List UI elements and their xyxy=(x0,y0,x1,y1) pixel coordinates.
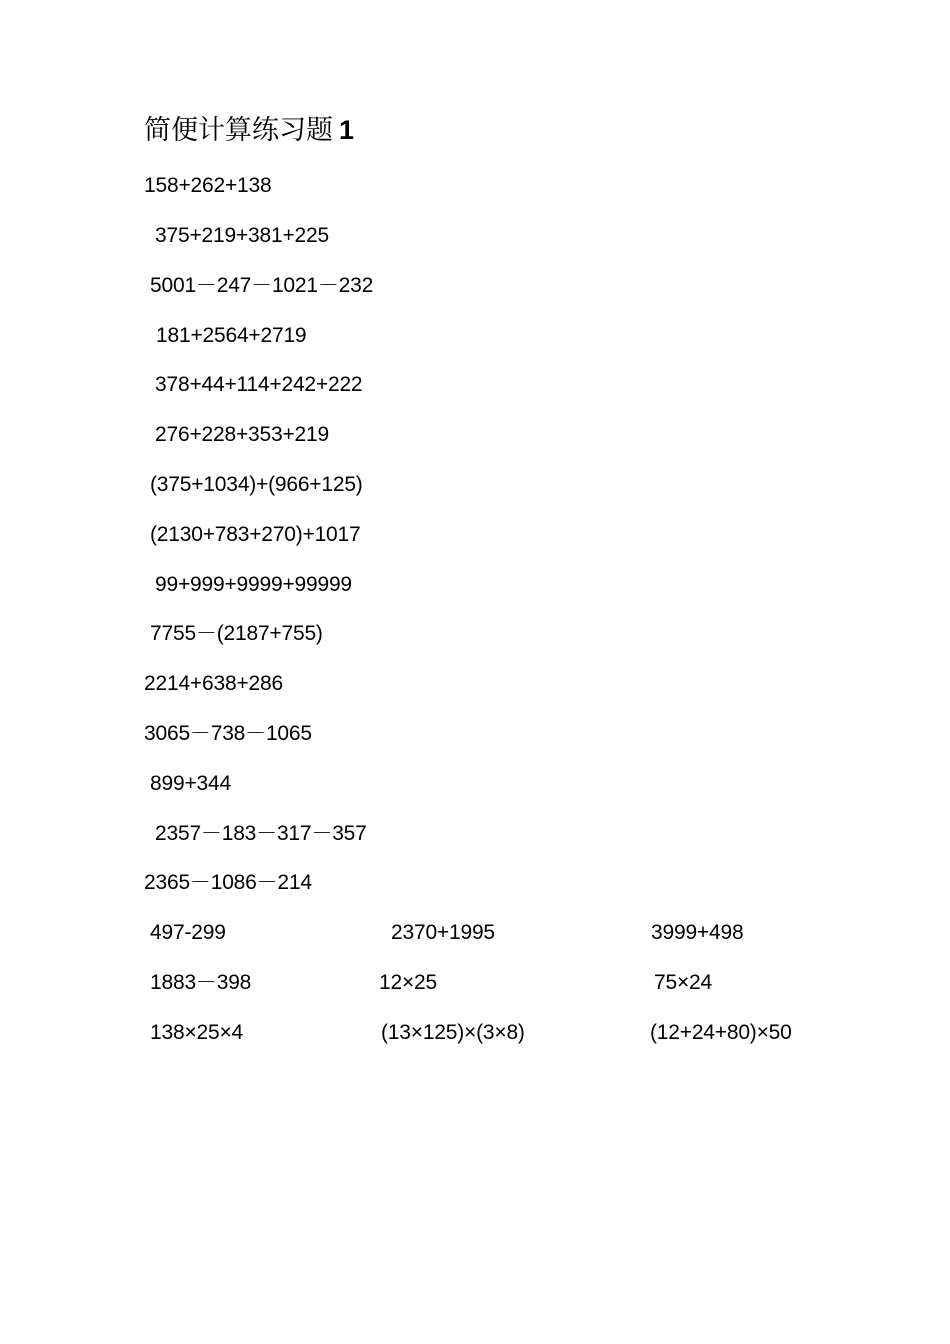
grid-r1-c2: 2370+1995 xyxy=(391,921,495,944)
problem-4: 181+2564+2719 xyxy=(156,324,307,347)
problem-11: 2214+638+286 xyxy=(144,672,283,695)
problem-6: 276+228+353+219 xyxy=(155,423,329,446)
problem-1: 158+262+138 xyxy=(144,174,272,197)
problem-14: 2357－183－317－357 xyxy=(155,822,367,845)
grid-r1-c1: 497-299 xyxy=(150,921,226,944)
problem-5: 378+44+114+242+222 xyxy=(155,373,363,396)
problem-8: (2130+783+270)+1017 xyxy=(150,523,361,546)
grid-r3-c3: (12+24+80)×50 xyxy=(650,1021,792,1044)
grid-r2-c2: 12×25 xyxy=(379,971,437,994)
problem-12: 3065－738－1065 xyxy=(144,722,312,745)
problem-7: (375+1034)+(966+125) xyxy=(150,473,363,496)
problem-13: 899+344 xyxy=(150,772,231,795)
grid-r3-c1: 138×25×4 xyxy=(150,1021,244,1044)
title-number: 1 xyxy=(339,115,355,145)
problem-15: 2365－1086－214 xyxy=(144,871,312,894)
problem-2: 375+219+381+225 xyxy=(155,224,329,247)
page-title xyxy=(144,112,354,149)
grid-r1-c3: 3999+498 xyxy=(651,921,744,944)
problem-3: 5001－247－1021－232 xyxy=(150,274,374,297)
problem-9: 99+999+9999+99999 xyxy=(155,573,352,596)
title-text: 简便计算练习题 xyxy=(144,115,333,146)
grid-r2-c1: 1883－398 xyxy=(150,971,252,994)
grid-r2-c3: 75×24 xyxy=(654,971,712,994)
problem-10: 7755－(2187+755) xyxy=(150,622,323,645)
grid-r3-c2: (13×125)×(3×8) xyxy=(381,1021,525,1044)
